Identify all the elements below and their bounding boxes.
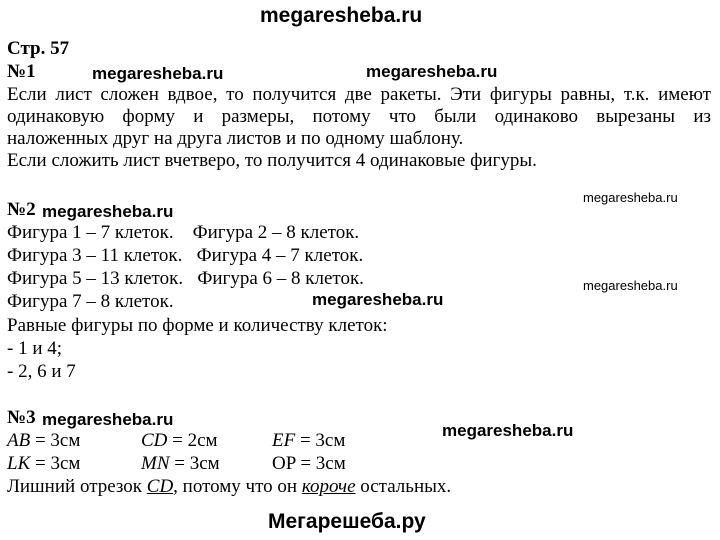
- segment-value: = 2см: [167, 430, 218, 451]
- page-label: Стр. 57: [7, 38, 70, 59]
- segment-name: EF: [272, 430, 296, 451]
- watermark[interactable]: megaresheba.ru: [583, 190, 678, 205]
- watermark[interactable]: megaresheba.ru: [42, 202, 174, 221]
- task-1-line: наложенных друг на друга листов и по одному шаблону.: [7, 128, 464, 149]
- figure-count: Фигура 5 – 13 клеток.: [7, 268, 184, 289]
- segment-name: CD: [146, 476, 174, 497]
- segment-name: LK: [7, 453, 31, 474]
- conclusion-text: остальных.: [355, 476, 452, 497]
- figure-count: Фигура 2 – 8 клеток.: [192, 222, 360, 243]
- watermark[interactable]: megaresheba.ru: [366, 62, 498, 81]
- figure-count: Фигура 3 – 11 клеток.: [7, 245, 183, 266]
- segment-name: MN: [141, 453, 170, 474]
- segment-name: OP: [272, 453, 296, 474]
- figure-count: Фигура 6 – 8 клеток.: [197, 268, 364, 289]
- figure-row: [7, 222, 359, 244]
- figure-count: Фигура 7 – 8 клеток.: [7, 291, 174, 312]
- watermark-bottom[interactable]: Мегарешеба.ру: [268, 510, 426, 533]
- figure-count: Фигура 1 – 7 клеток.: [7, 222, 174, 243]
- figure-row: [7, 245, 363, 267]
- segment-length: [141, 453, 220, 475]
- task-2-item: - 1 и 4;: [7, 338, 63, 359]
- task-1-line: Если сложить лист вчетверо, то получится 4 одинаковые фигуры.: [7, 150, 537, 171]
- task-2-number: №2: [7, 199, 36, 220]
- watermark[interactable]: megaresheba.ru: [442, 421, 574, 440]
- task-1-number: №1: [7, 61, 36, 82]
- segment-length: [272, 453, 346, 475]
- task-1-line: Если лист сложен вдвое, то получится две ракеты. Эти фигуры равны, т.к. имеют: [7, 84, 711, 105]
- segment-value: = 3см: [30, 453, 81, 474]
- segment-value: = 3см: [295, 453, 346, 474]
- conclusion-text: , потому что он: [173, 476, 302, 497]
- task-3-conclusion: [7, 476, 451, 498]
- conclusion-text: Лишний отрезок: [7, 476, 147, 497]
- figure-row: [7, 291, 174, 313]
- emphasis-word: короче: [301, 476, 356, 497]
- watermark[interactable]: megaresheba.ru: [312, 290, 444, 309]
- segment-name: CD: [141, 430, 168, 451]
- segment-length: [272, 430, 345, 452]
- watermark-top[interactable]: megaresheba.ru: [260, 4, 423, 27]
- segment-value: = 3см: [295, 430, 346, 451]
- task-1-line: одинаковую форму и размеры, потому что были одинаково вырезаны из: [7, 106, 711, 127]
- watermark[interactable]: megaresheba.ru: [92, 64, 224, 83]
- segment-value: = 3см: [169, 453, 220, 474]
- figure-row: [7, 268, 364, 290]
- watermark[interactable]: megaresheba.ru: [583, 278, 678, 293]
- watermark[interactable]: megaresheba.ru: [42, 410, 174, 429]
- segment-value: = 3см: [30, 430, 81, 451]
- segment-length: [7, 430, 80, 452]
- segment-length: [7, 453, 80, 475]
- task-1-text: [7, 84, 711, 172]
- task-2-summary: Равные фигуры по форме и количеству клеток:: [7, 315, 388, 336]
- figure-count: Фигура 4 – 7 клеток.: [196, 245, 364, 266]
- segment-name: AB: [7, 430, 31, 451]
- segment-length: [141, 430, 218, 452]
- task-2-item: - 2, 6 и 7: [7, 361, 76, 382]
- task-3-number: №3: [7, 407, 36, 428]
